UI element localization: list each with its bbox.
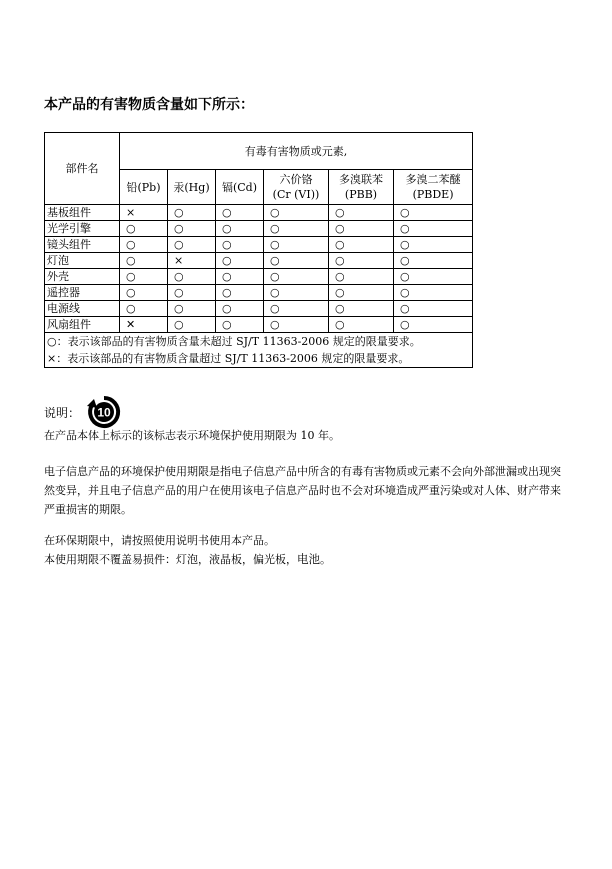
note-compliant: ○：表示该部品的有害物质含量未超过 SJ/T 11363-2006 规定的限量要求。 [47,335,421,348]
substance-mark: ○ [264,269,329,285]
substance-mark: ○ [168,317,216,333]
part-name: 光学引擎 [45,221,120,237]
substance-mark: ○ [264,237,329,253]
substance-mark: ○ [264,205,329,221]
substance-mark: ○ [329,285,394,301]
table-row [45,253,473,269]
usage-note-2: 本使用期限不覆盖易损件：灯泡，液晶板，偏光板， [44,553,297,566]
substance-mark: ○ [329,237,394,253]
substance-mark: ○ [216,301,264,317]
part-name: 外壳 [45,269,120,285]
substance-mark: ○ [120,269,168,285]
period-definition: 电子信息产品的环境保护使用期限是指电子信息产品中所含的有毒有害物质或元素不会向外部泄漏或出现突然变异，并且电子信息产品的用户在使用该电子信息产品时也不会对环境造成严重污染或对人体、财产带来严重损害的期限。 [44,465,561,516]
substance-mark: ○ [216,221,264,237]
substance-mark: ○ [264,253,329,269]
substance-mark: ○ [120,237,168,253]
substance-mark: ○ [394,221,473,237]
substance-mark: ○ [394,269,473,285]
explanation-label: 说明： [44,405,81,420]
substance-mark: ○ [120,301,168,317]
substance-mark: ○ [120,285,168,301]
substance-mark: ○ [329,301,394,317]
part-name: 遥控器 [45,285,120,301]
substance-mark: ○ [329,253,394,269]
column-header-chromium: 六价铬 (Cr (VI)) [264,170,329,205]
substance-mark: ○ [394,253,473,269]
table-row [45,221,473,237]
substance-mark: ○ [216,285,264,301]
substance-mark: ○ [394,237,473,253]
substance-mark: ○ [264,285,329,301]
table-row [45,237,473,253]
column-header-mercury: 汞(Hg) [168,170,216,205]
use-period-number: 10 [97,405,111,420]
usage-note-end: 。 [320,553,331,566]
column-header-cadmium: 镉(Cd) [216,170,264,205]
table-row [45,301,473,317]
table-row [45,317,473,333]
column-header-pbb: 多溴联苯 (PBB) [329,170,394,205]
table-notes [45,333,473,368]
substance-mark: ○ [329,317,394,333]
column-header-pbde: 多溴二苯醚 (PBDE) [394,170,473,205]
explanation [44,394,124,430]
substance-mark: ○ [394,317,473,333]
environmental-protection-use-period-icon [84,394,124,430]
substance-mark: ○ [216,237,264,253]
substance-mark: ○ [120,253,168,269]
substance-mark: ○ [264,317,329,333]
substance-mark: ○ [264,221,329,237]
part-name: 镜头组件 [45,237,120,253]
battery-text: 电池 [297,552,320,566]
hazardous-substance-table [44,132,473,368]
substance-mark: ○ [168,269,216,285]
part-name: 基板组件 [45,205,120,221]
substance-mark: ○ [394,301,473,317]
substance-group-header: 有毒有害物质或元素, [120,133,473,170]
usage-note-1: 在环保期限中，请按照使用说明书使用本产品。 [44,534,275,547]
substance-mark: ○ [394,205,473,221]
substance-mark: ○ [329,269,394,285]
substance-mark: × [120,205,168,221]
substance-mark: × [168,253,216,269]
substance-mark: ○ [216,317,264,333]
substance-mark: ○ [120,221,168,237]
substance-mark: ○ [168,301,216,317]
part-name: 风扇组件 [45,317,120,333]
table-row [45,269,473,285]
part-name-header: 部件名 [45,133,120,205]
substance-mark: ○ [394,285,473,301]
substance-mark: ○ [168,221,216,237]
substance-mark: ○ [329,221,394,237]
period-statement: 在产品本体上标示的该标志表示环境保护使用期限为 10 年。 [44,429,340,442]
substance-mark: ○ [168,237,216,253]
column-header-lead: 铅(Pb) [120,170,168,205]
table-row [45,205,473,221]
part-name: 灯泡 [45,253,120,269]
note-exceeds: ×：表示该部品的有害物质含量超过 SJ/T 11363-2006 规定的限量要求。 [47,352,410,365]
table-row [45,285,473,301]
substance-mark: ○ [264,301,329,317]
substance-mark: ○ [168,285,216,301]
substance-mark: ○ [329,205,394,221]
substance-mark: ○ [168,205,216,221]
substance-mark: ○ [216,205,264,221]
page-heading: 本产品的有害物质含量如下所示： [44,97,254,113]
substance-mark: ○ [216,253,264,269]
substance-mark: ○ [216,269,264,285]
part-name: 电源线 [45,301,120,317]
usage-notes [44,531,564,569]
table-notes-row [45,333,473,368]
substance-mark: ✕ [120,317,168,333]
